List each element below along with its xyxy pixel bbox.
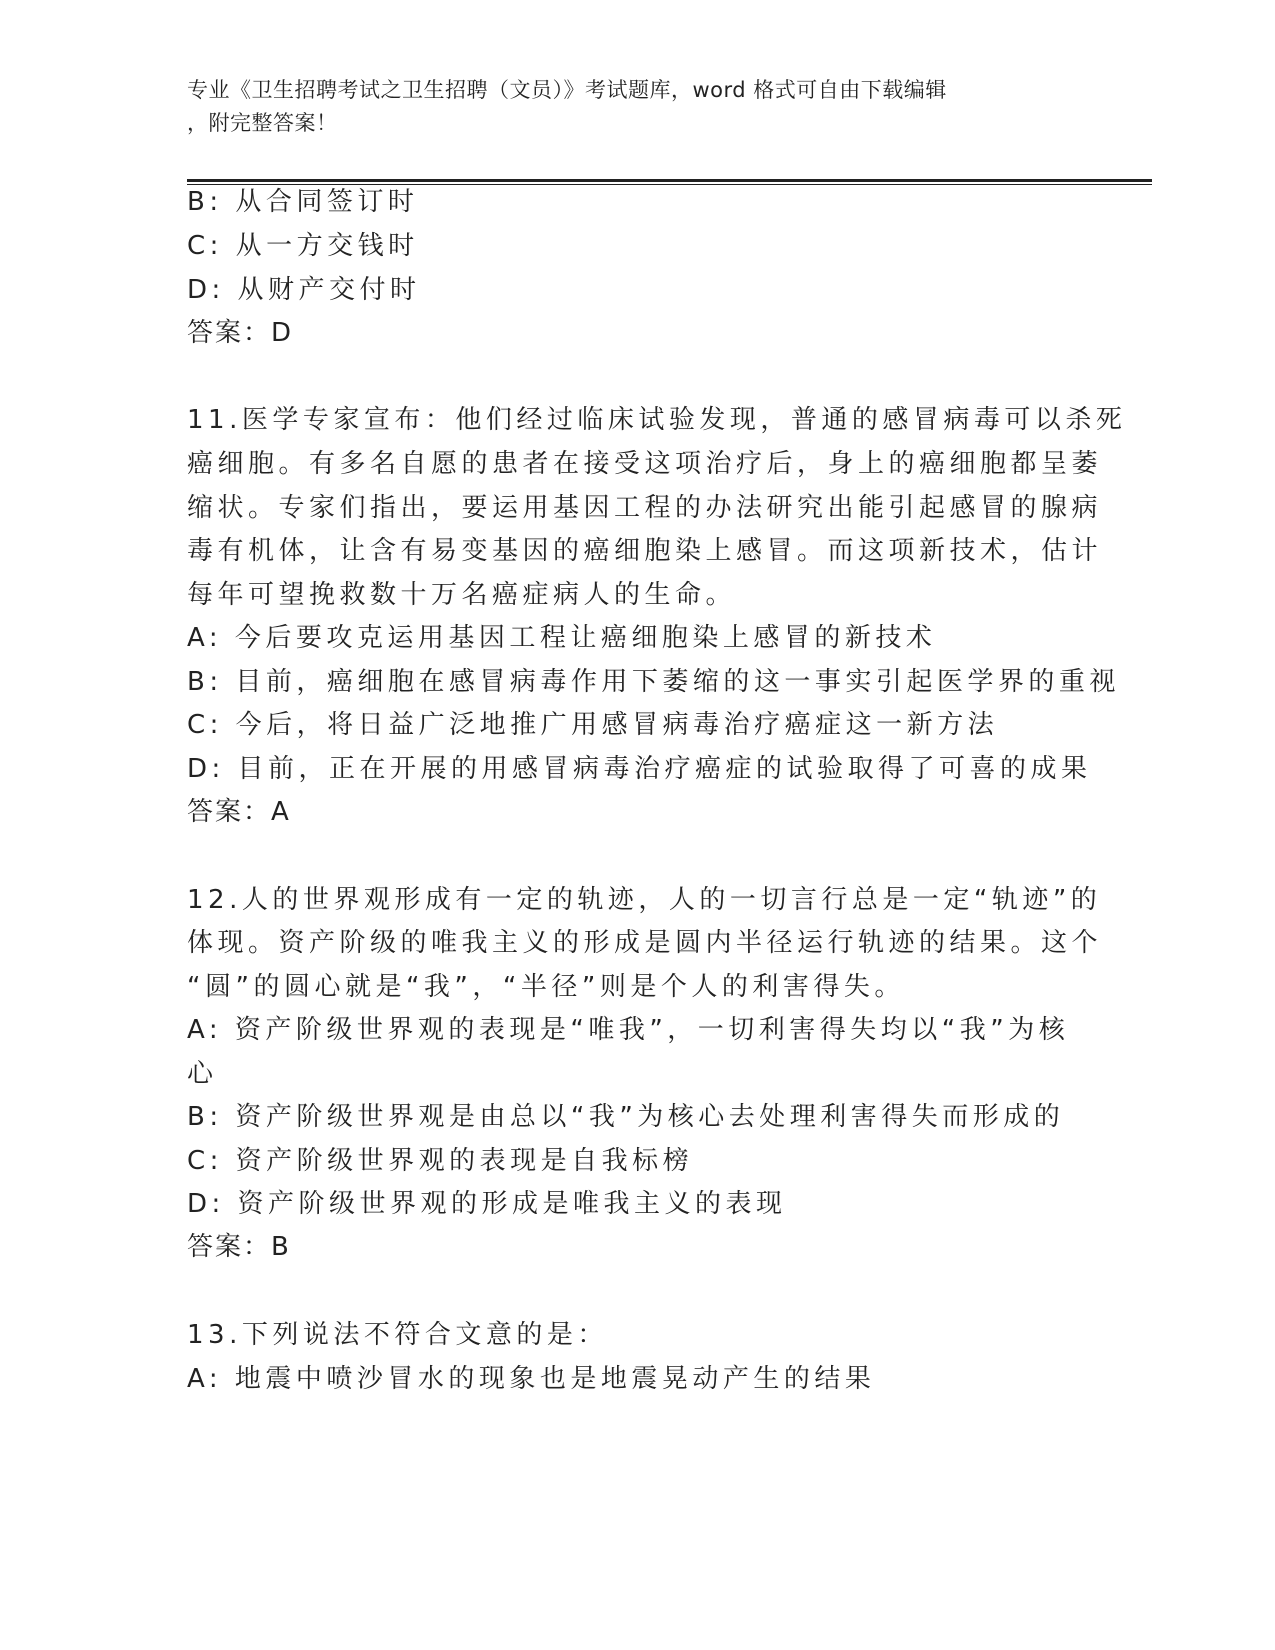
q12-option-b: B: 资产阶级世界观是由总以“我”为核心去处理利害得失而形成的 — [187, 1102, 1065, 1132]
q10-option-d: D: 从财产交付时 — [187, 275, 421, 305]
q13-option-a: A: 地震中喷沙冒水的现象也是地震晃动产生的结果 — [187, 1364, 876, 1394]
q10-answer: 答案：D — [187, 318, 294, 348]
q12-stem-line: 体现。资产阶级的唯我主义的形成是圆内半径运行轨迹的结果。这个 — [187, 928, 1103, 958]
q12-answer: 答案：B — [187, 1232, 291, 1262]
q11-stem-line: 缩状。专家们指出，要运用基因工程的办法研究出能引起感冒的腺病 — [187, 493, 1103, 523]
q11-option-b: B: 目前，癌细胞在感冒病毒作用下萎缩的这一事实引起医学界的重视 — [187, 667, 1120, 697]
q11-option-d: D: 目前，正在开展的用感冒病毒治疗癌症的试验取得了可喜的成果 — [187, 754, 1092, 784]
q11-option-c: C: 今后，将日益广泛地推广用感冒病毒治疗癌症这一新方法 — [187, 710, 999, 740]
header-line-1: 专业《卫生招聘考试之卫生招聘（文员）》考试题库，word 格式可自由下载编辑 — [187, 78, 947, 102]
q11-answer: 答案：A — [187, 797, 291, 827]
q10-option-b: B: 从合同签订时 — [187, 187, 419, 217]
header-rule-thick — [187, 179, 1152, 182]
q10-option-c: C: 从一方交钱时 — [187, 231, 419, 261]
q12-option-a-continued: 心 — [187, 1059, 218, 1089]
q12-option-c: C: 资产阶级世界观的表现是自我标榜 — [187, 1146, 694, 1176]
q12-stem-line: “圆”的圆心就是“我”，“半径”则是个人的利害得失。 — [187, 972, 905, 1002]
q12-option-d: D: 资产阶级世界观的形成是唯我主义的表现 — [187, 1189, 787, 1219]
q11-stem-line: 每年可望挽救数十万名癌症病人的生命。 — [187, 580, 737, 610]
q11-stem-line: 毒有机体，让含有易变基因的癌细胞染上感冒。而这项新技术，估计 — [187, 536, 1103, 566]
q11-option-a: A: 今后要攻克运用基因工程让癌细胞染上感冒的新技术 — [187, 623, 937, 653]
q11-stem-line: 癌细胞。有多名自愿的患者在接受这项治疗后，身上的癌细胞都呈萎 — [187, 449, 1103, 479]
q12-stem-line: 12.人的世界观形成有一定的轨迹，人的一切言行总是一定“轨迹”的 — [187, 885, 1102, 915]
header-line-2: ，附完整答案！ — [187, 111, 338, 135]
q13-stem: 13.下列说法不符合文意的是： — [187, 1320, 608, 1350]
q11-stem-line: 11.医学专家宣布：他们经过临床试验发现，普通的感冒病毒可以杀死 — [187, 405, 1127, 435]
q12-option-a: A: 资产阶级世界观的表现是“唯我”，一切利害得失均以“我”为核 — [187, 1015, 1070, 1045]
document-header — [187, 74, 1067, 140]
